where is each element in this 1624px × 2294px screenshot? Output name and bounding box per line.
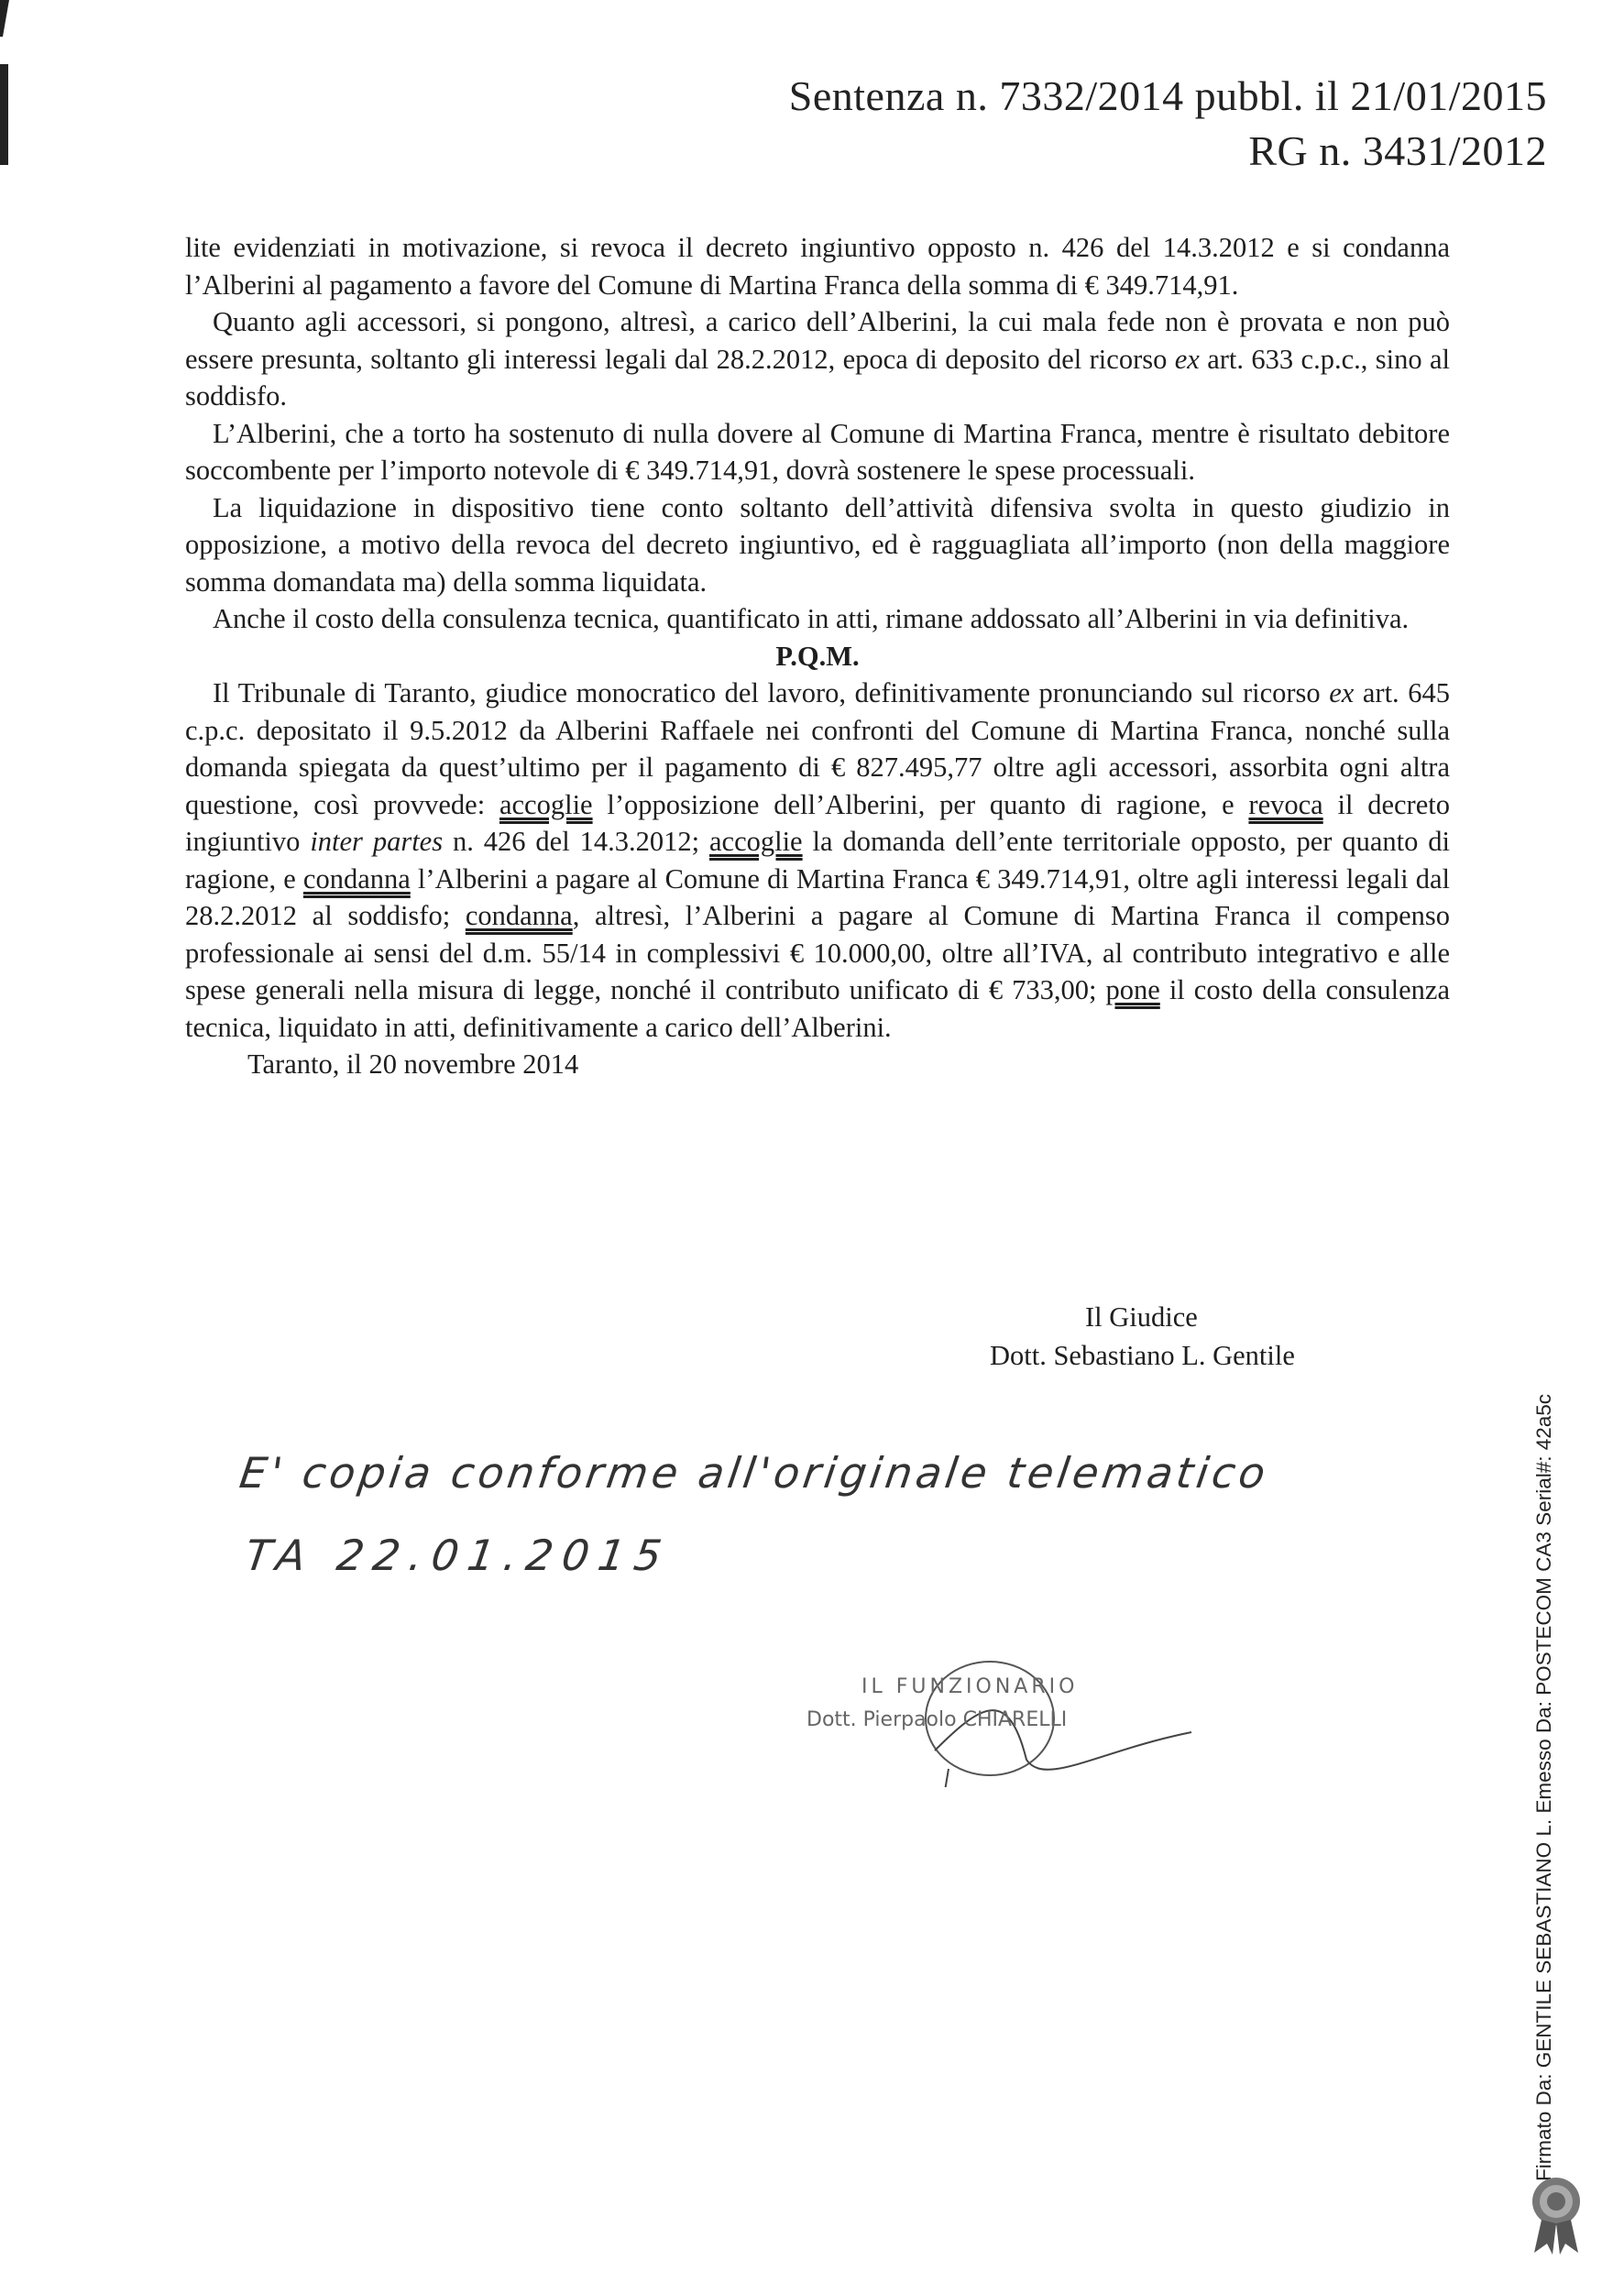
paragraph-4: La liquidazione in dispositivo tiene conto soltanto dell’attività difensiva svolta in questo giudizio in opposizione, a motivo della revoca del decreto ingiuntivo, ed è ragguagliata all’importo (non della maggiore somma domandata ma) della somma liquidata. <box>185 491 1450 598</box>
official-stamp <box>797 1650 1201 1787</box>
sentence-number: Sentenza n. 7332/2014 pubbl. il 21/01/2015 <box>788 72 1547 119</box>
scan-artifact <box>0 0 9 37</box>
judge-name: Dott. Sebastiano L. Gentile <box>990 1340 1295 1371</box>
digital-signature-text: Firmato Da: GENTILE SEBASTIANO L. Emesso Da: POSTECOM CA3 Serial#: 42a5c <box>1532 1393 1555 2181</box>
paragraph-3: L’Alberini, che a torto ha sostenuto di nulla dovere al Comune di Martina Franca, mentre è risultato debitore soccombente per l’importo notevole di € 349.714,91, dovrà sostenere le spese processuali. <box>185 417 1450 486</box>
seal-icon <box>1520 2172 1593 2255</box>
paragraph-2: Quanto agli accessori, si pongono, altresì, a carico dell’Alberini, la cui mala fede non è provata e non può essere presunta, soltanto gli interessi legali dal 28.2.2012, epoca di deposito del ricorso ex art. 633 c.p.c., sino al soddisfo. <box>185 306 1450 412</box>
case-register-number: RG n. 3431/2012 <box>1248 127 1547 174</box>
judge-title: Il Giudice <box>1085 1301 1198 1333</box>
paragraph-1: lite evidenziati in motivazione, si revoca il decreto ingiuntivo opposto n. 426 del 14.3.2012 e si condanna l’Alberini al pagamento a favore del Comune di Martina Franca della somma di € 349.714,91. <box>185 232 1450 301</box>
handwritten-certification: E' copia conforme all'originale telematico <box>236 1448 1272 1498</box>
stamp-line-1: IL FUNZIONARIO <box>861 1675 1079 1698</box>
pqm-heading: P.Q.M. <box>775 640 860 672</box>
place-date: Taranto, il 20 novembre 2014 <box>247 1048 579 1080</box>
paragraph-5: Anche il costo della consulenza tecnica, quantificato in atti, rimane addossato all’Alberini in via definitiva. <box>213 603 1410 634</box>
handwritten-date: TA 22.01.2015 <box>242 1531 675 1580</box>
dispositive-paragraph: Il Tribunale di Taranto, giudice monocratico del lavoro, definitivamente pronunciando sul ricorso ex art. 645 c.p.c. depositato il 9.5.2012 da Alberini Raffaele nei confronti del Comune di Martina Franca, nonché sulla domanda spiegata da quest’ultimo per il pagamento di € 827.495,77 oltre agli accessori, assorbita ogni altra questione, così provvede: accoglie l’opposizione dell’Alberini, per quanto di ragione, e revoca il decreto ingiuntivo inter partes n. 426 del 14.3.2012; accoglie la domanda dell’ente territoriale opposto, per quanto di ragione, e condanna l’Alberini a pagare al Comune di Martina Franca € 349.714,91, oltre agli interessi legali dal 28.2.2012 al soddisfo; condanna, altresì, l’Alberini a pagare al Comune di Martina Franca il compenso professionale ai sensi del d.m. 55/14 in complessivi € 10.000,00, oltre all’IVA, al contributo integrativo e alle spese generali nella misura di legge, nonché il contributo unificato di € 733,00; pone il costo della consulenza tecnica, liquidato in atti, definitivamente a carico dell’Alberini. <box>185 677 1450 1043</box>
scan-artifact <box>0 64 8 165</box>
stamp-line-2: Dott. Pierpaolo CHIARELLI <box>807 1708 1068 1731</box>
judgment-text <box>185 229 1450 1083</box>
